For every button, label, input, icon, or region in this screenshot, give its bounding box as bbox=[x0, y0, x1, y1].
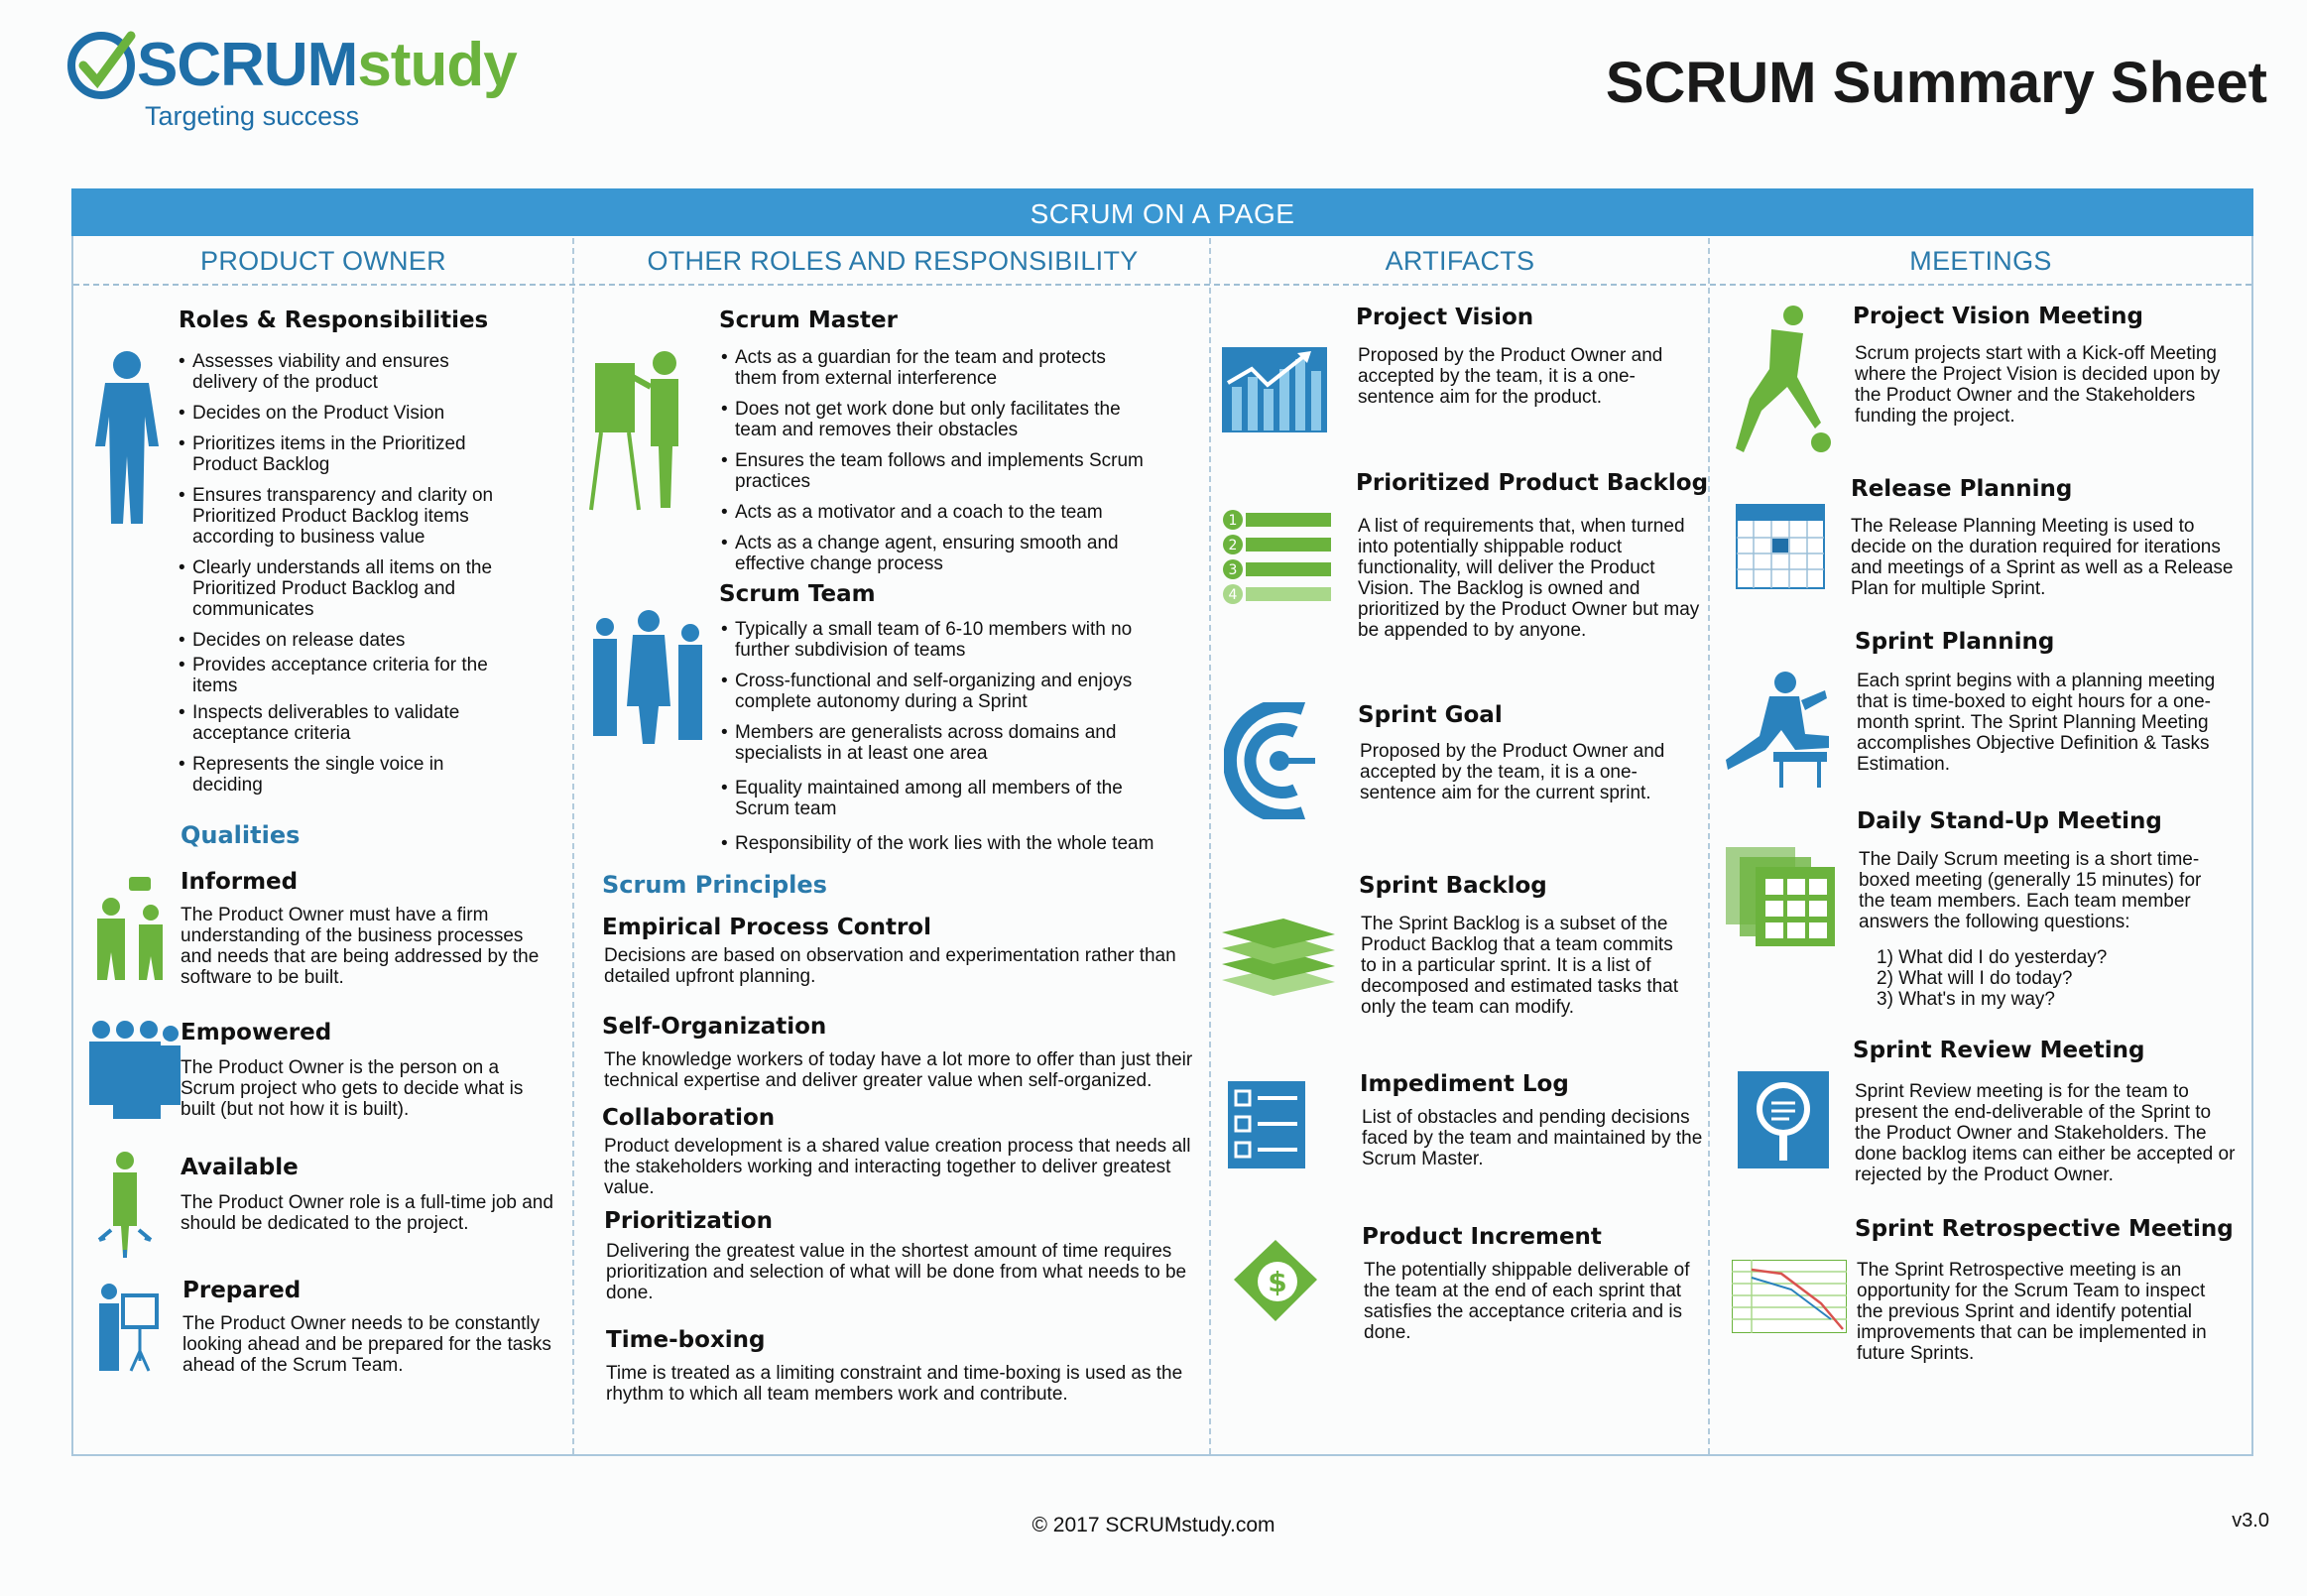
informed-icon bbox=[91, 873, 169, 982]
list-item: • Inspects deliverables to validate acceptance criteria bbox=[179, 702, 516, 744]
artifact-title: Product Increment bbox=[1362, 1224, 1602, 1250]
principle-title: Time-boxing bbox=[606, 1327, 766, 1353]
backlog-number: 1 bbox=[1228, 513, 1238, 529]
column-header-other-roles: OTHER ROLES AND RESPONSIBILITY bbox=[647, 246, 1139, 276]
scrumstudy-logo bbox=[65, 22, 532, 141]
sprint-backlog-icon bbox=[1222, 917, 1335, 996]
list-item: • Decides on release dates bbox=[179, 630, 516, 651]
list-item: 1) What did I do yesterday? bbox=[1877, 947, 2108, 968]
list-item: • Decides on the Product Vision bbox=[179, 403, 516, 424]
list-item: • Cross-functional and self-organizing and enjoys complete autonomy during a Sprint bbox=[721, 671, 1167, 712]
standup-icon bbox=[1726, 847, 1837, 946]
meeting-title: Release Planning bbox=[1851, 476, 2073, 502]
retrospective-icon bbox=[1732, 1260, 1847, 1333]
list-item: • Clearly understands all items on the Prioritized Product Backlog and communicates bbox=[179, 557, 516, 620]
artifact-title: Sprint Goal bbox=[1358, 702, 1503, 728]
checkmark-icon bbox=[65, 30, 137, 101]
meeting-title: Project Vision Meeting bbox=[1853, 304, 2143, 329]
scrum-master-title: Scrum Master bbox=[719, 307, 898, 333]
principle-title: Self-Organization bbox=[602, 1014, 827, 1040]
impediment-log-icon bbox=[1228, 1081, 1305, 1168]
logo-study: study bbox=[357, 31, 517, 99]
banner: SCRUM ON A PAGE bbox=[71, 188, 2253, 236]
sprint-goal-icon bbox=[1224, 702, 1319, 819]
artifact-title: Impediment Log bbox=[1360, 1071, 1569, 1097]
backlog-number: 4 bbox=[1228, 587, 1238, 603]
column-divider bbox=[1209, 238, 1211, 1454]
list-item: • Acts as a change agent, ensuring smooth and effective change process bbox=[721, 533, 1148, 574]
meeting-text: Each sprint begins with a planning meeting that is time-boxed to eight hours for a one-month sprint. The Sprint Planning Meeting accomplishes Objective Definition & Tasks Estimation. bbox=[1857, 671, 2216, 775]
page-title: SCRUM Summary Sheet bbox=[1605, 51, 2267, 115]
list-item: • Does not get work done but only facilitates the team and removes their obstacles bbox=[721, 399, 1148, 440]
scrum-team-list bbox=[721, 619, 1167, 854]
sprint-planning-icon bbox=[1726, 671, 1833, 788]
backlog-number: 2 bbox=[1228, 538, 1238, 553]
dollar-icon bbox=[1234, 1240, 1317, 1321]
calendar-icon bbox=[1736, 504, 1825, 589]
product-backlog-icon bbox=[1222, 510, 1333, 605]
scrum-master-list bbox=[721, 347, 1148, 574]
roles-title: Roles & Responsibilities bbox=[179, 307, 489, 333]
empowered-icon bbox=[87, 1016, 182, 1121]
kickoff-icon bbox=[1722, 304, 1831, 454]
product-owner-icon bbox=[87, 347, 167, 526]
qualities-title: Qualities bbox=[181, 821, 301, 849]
roles-list bbox=[179, 351, 516, 796]
artifact-text: Proposed by the Product Owner and accepted by the team, it is a one-sentence aim for the product. bbox=[1358, 345, 1663, 408]
principle-text: The knowledge workers of today have a lot more to offer than just their technical expertise and deliver greater value when self-organized. bbox=[604, 1049, 1193, 1091]
quality-title-prepared: Prepared bbox=[182, 1278, 302, 1303]
scrum-team-title: Scrum Team bbox=[719, 581, 876, 607]
column-divider bbox=[572, 238, 574, 1454]
standup-questions bbox=[1877, 947, 2214, 1010]
header-divider bbox=[73, 284, 2251, 286]
principle-text: Product development is a shared value creation process that needs all the stakeholders working and interacting together to deliver greatest value. bbox=[604, 1136, 1191, 1198]
meeting-title: Sprint Review Meeting bbox=[1853, 1038, 2145, 1063]
backlog-number: 3 bbox=[1228, 562, 1238, 578]
quality-text-informed: The Product Owner must have a firm understanding of the business processes and needs that are being addressed by the software to be built. bbox=[181, 905, 540, 988]
list-item: 2) What will I do today? bbox=[1877, 968, 2073, 989]
artifact-text: A list of requirements that, when turned into potentially shippable roduct functionality, will deliver the Product Vision. The Backlog is owned and prioritized by the Product Owner but may be appended to by anyone. bbox=[1358, 516, 1700, 641]
meeting-title: Daily Stand-Up Meeting bbox=[1857, 808, 2162, 834]
list-item: • Responsibility of the work lies with the whole team bbox=[721, 833, 1167, 854]
meeting-text: Sprint Review meeting is for the team to present the end-deliverable of the Sprint to the Product Owner and Stakeholders. The done backlog items can either be accepted or rejected by the Product Owner. bbox=[1855, 1081, 2236, 1185]
artifact-text: List of obstacles and pending decisions faced by the team and maintained by the Scrum Master. bbox=[1362, 1107, 1703, 1169]
list-item: • Represents the single voice in deciding bbox=[179, 754, 516, 796]
list-item: • Acts as a motivator and a coach to the team bbox=[721, 502, 1148, 523]
meeting-text: The Daily Scrum meeting is a short time-boxed meeting (generally 15 minutes) for the team members. Each team member answers the following questions: bbox=[1859, 849, 2202, 932]
artifact-text: The Sprint Backlog is a subset of the Product Backlog that a team commits to in a particular sprint. It is a list of decomposed and estimated tasks that only the team can modify. bbox=[1361, 914, 1679, 1018]
tagline: Targeting success bbox=[145, 101, 360, 131]
quality-title-empowered: Empowered bbox=[181, 1020, 332, 1045]
meeting-text: The Release Planning Meeting is used to decide on the duration required for iterations and meetings of a Sprint as well as a Release Plan for multiple Sprint. bbox=[1851, 516, 2234, 599]
logo-scrum: SCRUM bbox=[137, 31, 358, 99]
principle-title: Prioritization bbox=[604, 1208, 773, 1234]
artifact-text: The potentially shippable deliverable of the team at the end of each sprint that satisfies the acceptance criteria and is done. bbox=[1364, 1260, 1690, 1343]
quality-title-informed: Informed bbox=[181, 869, 299, 895]
project-vision-icon bbox=[1222, 347, 1327, 432]
list-item: • Ensures transparency and clarity on Prioritized Product Backlog items according to business value bbox=[179, 485, 516, 548]
principle-text: Delivering the greatest value in the shortest amount of time requires prioritization and selection of what will be done from what needs to be done. bbox=[606, 1241, 1187, 1303]
artifact-title: Sprint Backlog bbox=[1359, 873, 1547, 899]
sprint-review-icon bbox=[1738, 1071, 1829, 1168]
scrum-master-icon bbox=[587, 347, 696, 511]
column-divider bbox=[1708, 238, 1710, 1454]
principle-text: Time is treated as a limiting constraint and time-boxing is used as the rhythm to which all team members work and contribute. bbox=[606, 1363, 1183, 1405]
list-item: • Equality maintained among all members of the Scrum team bbox=[721, 778, 1167, 819]
available-icon bbox=[95, 1151, 155, 1258]
quality-text-prepared: The Product Owner needs to be constantly looking ahead and be prepared for the tasks ahead of the Scrum Team. bbox=[182, 1313, 551, 1376]
prepared-icon bbox=[95, 1282, 161, 1373]
meeting-text: The Sprint Retrospective meeting is an opportunity for the Scrum Team to inspect the previous Sprint and identify potential improvements that can be implemented in future Sprints. bbox=[1857, 1260, 2207, 1364]
list-item: • Prioritizes items in the Prioritized Product Backlog bbox=[179, 433, 516, 475]
quality-title-available: Available bbox=[181, 1155, 299, 1180]
list-item: • Typically a small team of 6-10 members with no further subdivision of teams bbox=[721, 619, 1167, 661]
artifact-title: Prioritized Product Backlog bbox=[1356, 470, 1709, 496]
principles-title: Scrum Principles bbox=[602, 871, 827, 899]
list-item: • Ensures the team follows and implements Scrum practices bbox=[721, 450, 1148, 492]
version: v3.0 bbox=[2232, 1510, 2269, 1532]
column-header-meetings: MEETINGS bbox=[1909, 246, 2052, 276]
quality-text-available: The Product Owner role is a full-time job and should be dedicated to the project. bbox=[181, 1192, 553, 1234]
principle-title: Collaboration bbox=[602, 1105, 776, 1131]
list-item: • Acts as a guardian for the team and protects them from external interference bbox=[721, 347, 1148, 389]
artifact-title: Project Vision bbox=[1356, 305, 1534, 330]
meeting-title: Sprint Retrospective Meeting bbox=[1855, 1216, 2234, 1242]
quality-text-empowered: The Product Owner is the person on a Scrum project who gets to decide what is built (but not how it is built). bbox=[181, 1057, 524, 1120]
principle-title: Empirical Process Control bbox=[602, 915, 931, 940]
svg-text:$: $ bbox=[1268, 1266, 1287, 1298]
scrum-team-icon bbox=[589, 607, 708, 746]
column-header-artifacts: ARTIFACTS bbox=[1385, 246, 1535, 276]
list-item: • Members are generalists across domains and specialists in at least one area bbox=[721, 722, 1167, 764]
meeting-title: Sprint Planning bbox=[1855, 629, 2055, 655]
list-item: 3) What's in my way? bbox=[1877, 989, 2055, 1010]
copyright: © 2017 SCRUMstudy.com bbox=[1032, 1514, 1275, 1536]
column-header-product-owner: PRODUCT OWNER bbox=[200, 246, 446, 276]
principle-text: Decisions are based on observation and experimentation rather than detailed upfront planning. bbox=[604, 945, 1176, 987]
list-item: • Assesses viability and ensures delivery of the product bbox=[179, 351, 516, 393]
artifact-text: Proposed by the Product Owner and accepted by the team, it is a one-sentence aim for the current sprint. bbox=[1360, 741, 1665, 803]
meeting-text: Scrum projects start with a Kick-off Meeting where the Project Vision is decided upon by the Product Owner and the Stakeholders funding the project. bbox=[1855, 343, 2221, 427]
list-item: • Provides acceptance criteria for the items bbox=[179, 655, 516, 696]
